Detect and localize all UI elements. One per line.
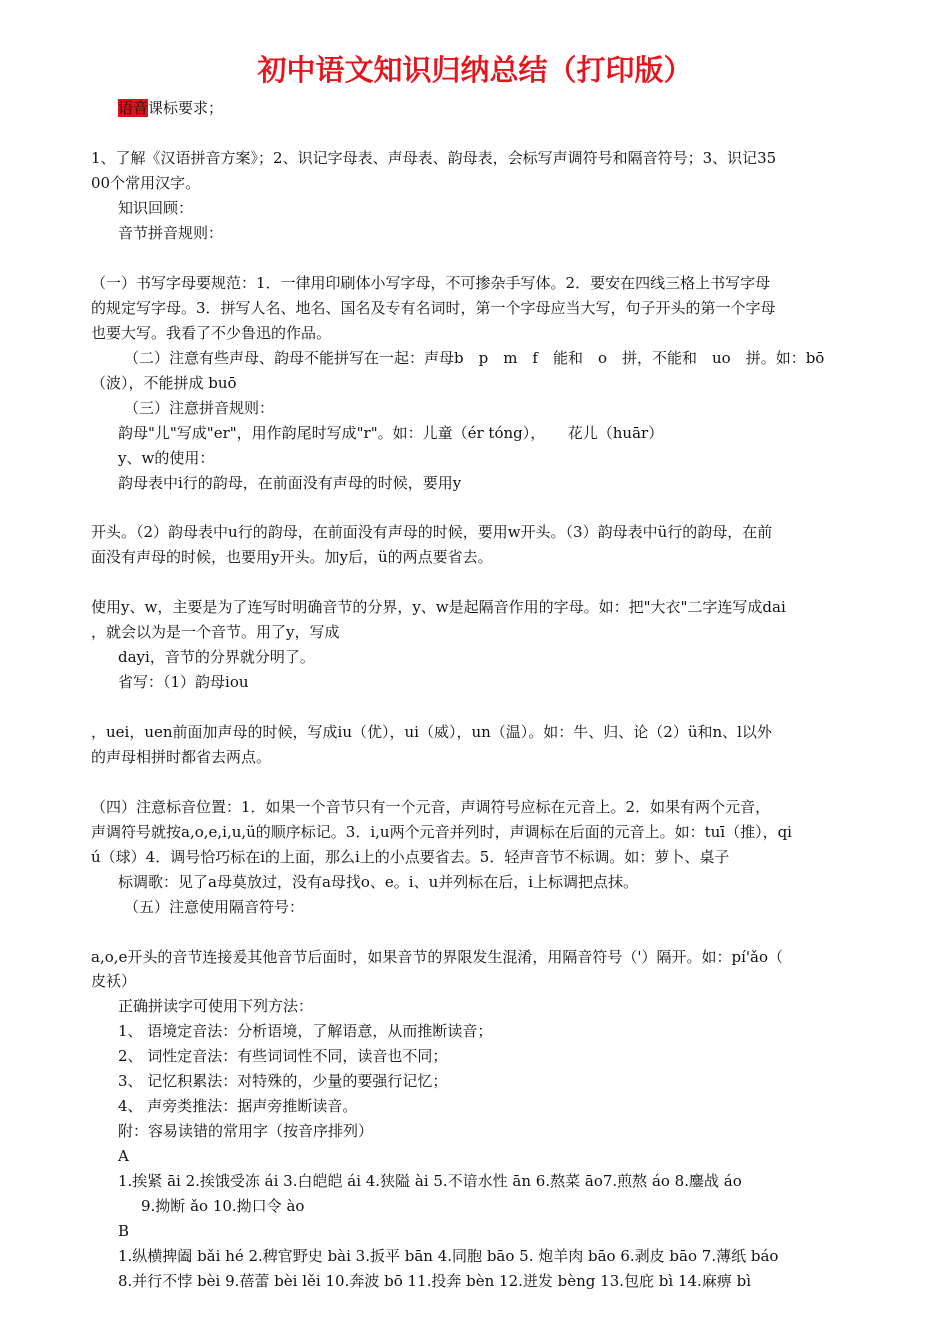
text-line: 声调符号就按a,o,e,i,u,ü的顺序标记。3．i,u两个元音并列时，声调标在后面的元音上。如：tuī（推），qi — [91, 823, 792, 841]
text-line: ú（球）4．调号恰巧标在i的上面，那么i上的小点要省去。5．轻声音节不标调。如：萝卜、桌子 — [91, 848, 730, 866]
text-line: a,o,e开头的音节连接爰其他音节后面时，如果音节的界限发生混淆，用隔音符号（'）隔开。如：pí'ǎo（ — [91, 948, 784, 966]
text-line: 8.并行不悖 bèi 9.蓓蕾 bèi lěi 10.奔波 bō 11.投奔 bèn 12.迸发 bèng 13.包庇 bì 14.麻痹 bì — [118, 1272, 751, 1290]
text-line: （一）书写字母要规范：1．一律用印刷体小写字母，不可掺杂手写体。2．要安在四线三格上书写字母 — [91, 274, 771, 292]
text-line: ，就会以为是一个音节。用了y，写成 — [91, 623, 340, 641]
list-item: 2、 词性定音法：有些词词性不同，读音也不同； — [118, 1047, 448, 1065]
list-item: 4、 声旁类推法：据声旁推断读音。 — [118, 1097, 358, 1115]
text-line: （五）注意使用隔音符号： — [124, 898, 305, 916]
text-line: 1、了解《汉语拼音方案》；2、识记字母表、声母表、韵母表，会标写声调符号和隔音符号；3、识记35 — [91, 149, 777, 167]
intro-line — [118, 97, 888, 119]
text-line: 省写：（1）韵母iou — [118, 673, 249, 691]
text-line: dayi，音节的分界就分明了。 — [118, 648, 315, 666]
text-line: 韵母"儿"写成"er"，用作韵尾时写成"r"。如：儿童（ér tóng）， 花儿（huār） — [118, 424, 664, 442]
text-line: 开头。（2）韵母表中u行的韵母，在前面没有声母的时候，要用w开头。（3）韵母表中ü行的韵母，在前 — [91, 523, 773, 541]
text-line: 知识回顾： — [118, 199, 194, 217]
text-line: 1.纵横捭阖 bǎi hé 2.稗官野史 bài 3.扳平 bān 4.同胞 bāo 5. 炮羊肉 bāo 6.剥皮 bāo 7.薄纸 báo — [118, 1247, 779, 1265]
section-letter: B — [118, 1222, 130, 1240]
highlighted-term: 语音 — [118, 99, 149, 117]
text-line: 正确拼读字可使用下列方法： — [118, 997, 314, 1015]
text-line: 的声母相拼时都省去两点。 — [91, 748, 272, 766]
text-line: 韵母表中i行的韵母，在前面没有声母的时候，要用y — [118, 474, 462, 492]
text-line: y、w的使用： — [118, 449, 215, 467]
section-letter: A — [118, 1147, 129, 1165]
intro-text: 课标要求； — [148, 99, 224, 117]
text-line: 00个常用汉字。 — [91, 174, 201, 192]
text-line: 附：容易读错的常用字（按音序排列） — [118, 1122, 374, 1140]
text-line: （波），不能拼成 buō — [91, 374, 237, 392]
list-item: 1、 语境定音法：分析语境，了解语意，从而推断读音； — [118, 1022, 493, 1040]
list-item: 3、 记忆积累法：对特殊的，少量的要强行记忆； — [118, 1072, 448, 1090]
text-line: 也要大写。我看了不少鲁迅的作品。 — [91, 324, 332, 342]
text-line: 音节拼音规则： — [118, 224, 224, 242]
document-title: 初中语文知识归纳总结（打印版） — [257, 53, 693, 87]
text-line: 的规定写字母。3．拼写人名、地名、国名及专有名词时，第一个字母应当大写，句子开头的第一个字母 — [91, 299, 776, 317]
text-line: 皮袄） — [91, 972, 137, 990]
text-line: （四）注意标音位置：1．如果一个音节只有一个元音，声调符号应标在元音上。2．如果有两个元音， — [91, 798, 771, 816]
text-line: ，uei，uen前面加声母的时候，写成iu（优），ui（威），un（温）。如：牛、归、论（2）ü和n、l以外 — [91, 723, 772, 741]
text-line: （二）注意有些声母、韵母不能拼写在一起：声母b p m f 能和 o 拼，不能和 uo 拼。如：bō — [124, 349, 825, 367]
text-line: （三）注意拼音规则： — [124, 399, 275, 417]
text-line: 使用y、w，主要是为了连写时明确音节的分界，y、w是起隔音作用的字母。如：把"大衣"二字连写成dai — [91, 598, 786, 616]
text-line: 面没有声母的时候，也要用y开头。加y后，ü的两点要省去。 — [91, 548, 493, 566]
text-line: 9.拗断 ǎo 10.拗口令 ào — [141, 1197, 305, 1215]
text-line: 1.挨紧 āi 2.挨饿受冻 ái 3.白皑皑 ái 4.狭隘 ài 5.不谙水性 ān 6.熬菜 āo7.煎熬 áo 8.鏖战 áo — [118, 1172, 742, 1190]
text-line: 标调歌：见了a母莫放过，没有a母找o、e。i、u并列标在后，i上标调把点抹。 — [118, 873, 639, 891]
